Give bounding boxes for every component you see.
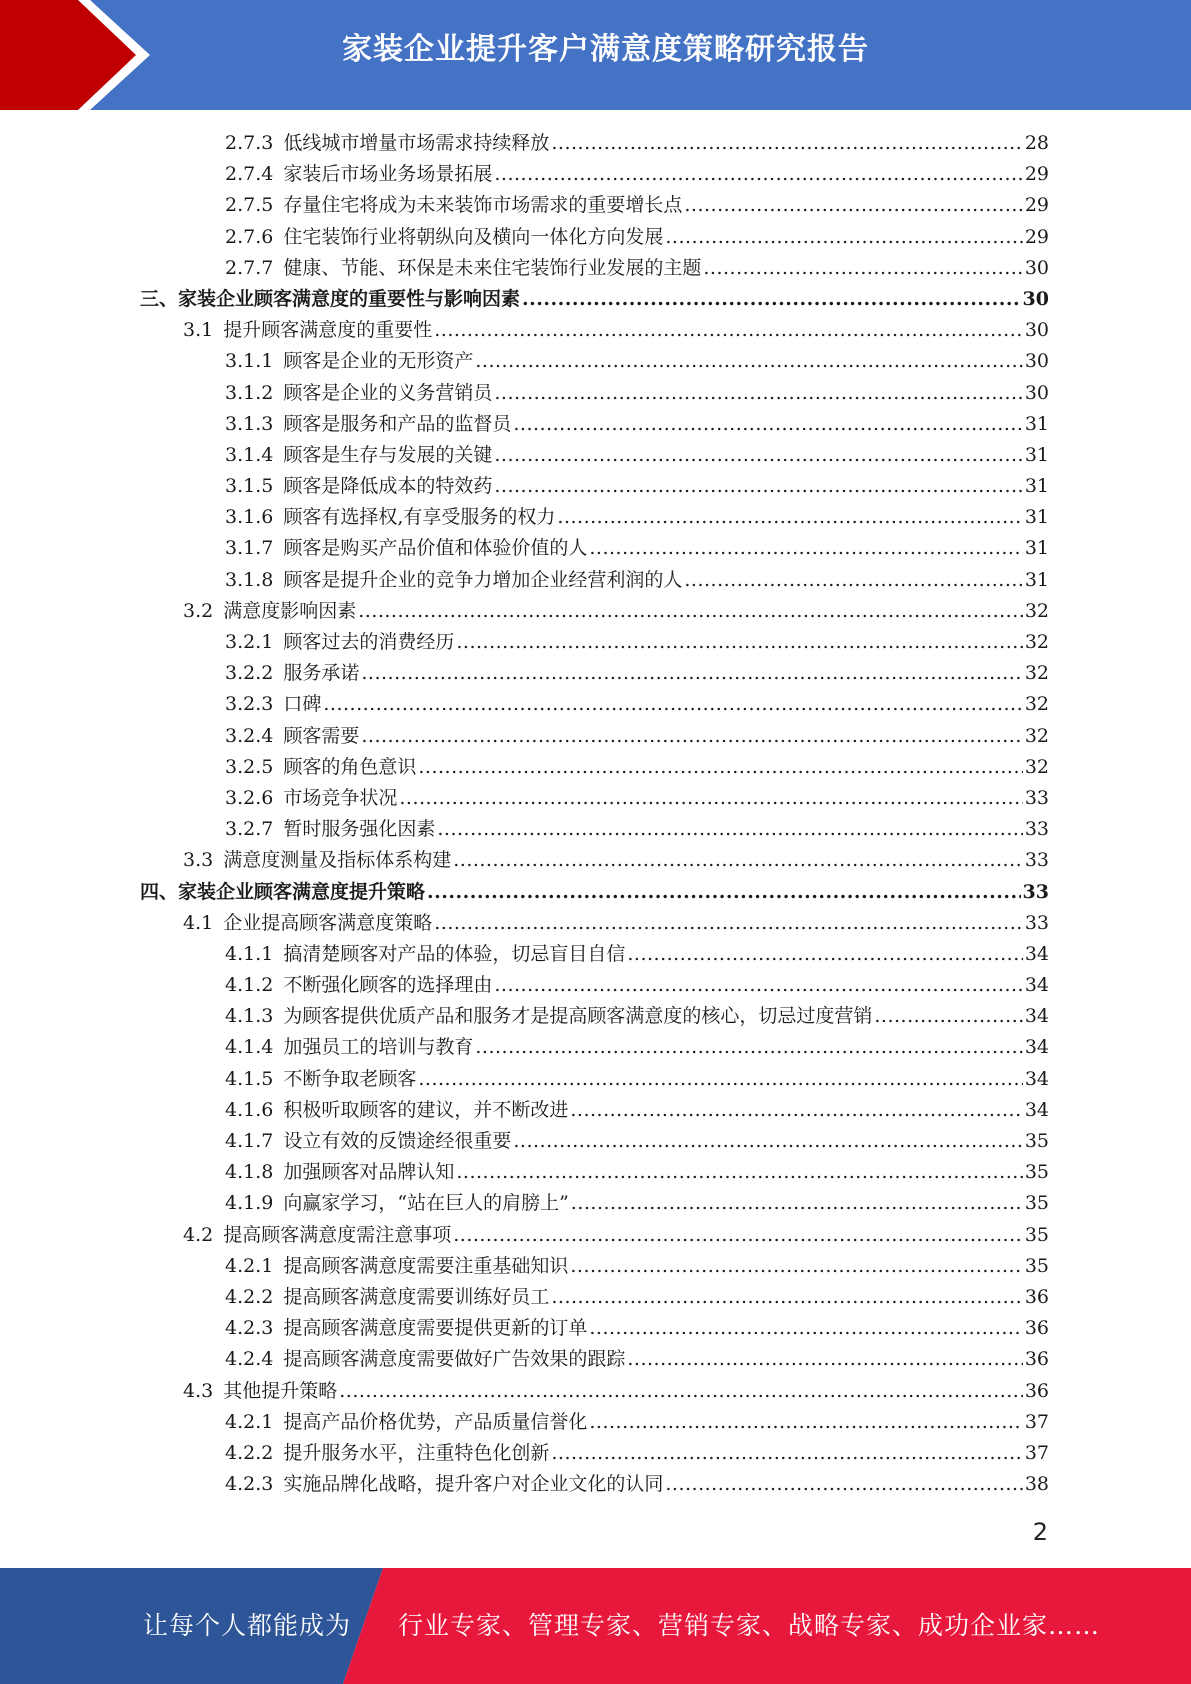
toc-entry-title: 家装后市场业务场景拓展 — [283, 163, 493, 186]
toc-entry[interactable] — [140, 128, 1049, 159]
toc-entry[interactable] — [140, 190, 1049, 221]
toc-entry[interactable] — [140, 1188, 1049, 1219]
toc-entry-title: 为顾客提供优质产品和服务才是提高顾客满意度的核心，切忌过度营销 — [283, 1005, 873, 1028]
toc-dot-leader — [434, 315, 1023, 346]
toc-dot-leader — [361, 721, 1022, 752]
toc-entry-number: 4.1.9 — [225, 1192, 274, 1215]
toc-entry-title: 提高产品价格优势，产品质量信誉化 — [283, 1410, 588, 1433]
toc-entry-number: 4.2 — [183, 1223, 214, 1246]
toc-entry-title: 顾客是服务和产品的监督员 — [283, 412, 512, 435]
toc-dot-leader — [434, 908, 1023, 939]
toc-dot-leader — [494, 471, 1022, 502]
toc-entry[interactable] — [140, 721, 1049, 752]
toc-dot-leader — [475, 1032, 1022, 1063]
toc-entry[interactable] — [140, 471, 1049, 502]
toc-dot-leader — [571, 1188, 1023, 1219]
toc-entry-title: 低线城市增量市场需求持续释放 — [283, 132, 550, 154]
toc-entry-title: 实施品牌化战略，提升客户对企业文化的认同 — [283, 1473, 664, 1496]
toc-entry-title: 积极听取顾客的建议，并不断改进 — [283, 1098, 569, 1121]
toc-entry[interactable] — [140, 1032, 1049, 1063]
toc-dot-leader — [684, 565, 1022, 596]
toc-dot-leader — [475, 346, 1022, 377]
toc-entry-number: 3.2.6 — [225, 786, 274, 809]
toc-entry-page: 34 — [1024, 942, 1049, 965]
toc-entry-number: 3.2.3 — [225, 693, 274, 716]
toc-entry-number: 2.7.3 — [225, 132, 274, 154]
toc-entry-number: 2.7.7 — [225, 256, 274, 279]
toc-dot-leader — [589, 533, 1022, 564]
toc-dot-leader — [427, 877, 1021, 908]
toc-entry-title: 顾客是提升企业的竞争力增加企业经营利润的人 — [283, 568, 683, 591]
footer-slogan-right: 行业专家、管理专家、营销专家、战略专家、成功企业家…… — [398, 1611, 1101, 1640]
toc-entry[interactable] — [140, 253, 1049, 284]
toc-dot-leader — [684, 190, 1022, 221]
toc-entry-title: 顾客是企业的无形资产 — [283, 350, 474, 373]
toc-dot-leader — [494, 378, 1022, 409]
toc-entry-title: 设立有效的反馈途经很重要 — [283, 1130, 512, 1152]
toc-dot-leader — [358, 596, 1023, 627]
toc-entry[interactable] — [140, 1438, 1049, 1469]
toc-entry[interactable] — [140, 908, 1049, 939]
toc-entry[interactable] — [140, 1001, 1049, 1032]
toc-entry-title: 顾客过去的消费经历 — [283, 631, 455, 653]
toc-dot-leader — [570, 1095, 1022, 1126]
toc-entry[interactable] — [140, 845, 1049, 876]
toc-entry-number: 3.2.5 — [225, 755, 274, 778]
toc-entry-number: 3.1.7 — [225, 537, 274, 560]
toc-entry-number: 2.7.4 — [225, 163, 274, 186]
toc-entry-number: 4.1.5 — [225, 1067, 274, 1090]
footer-slogan-left: 让每个人都能成为 — [143, 1611, 352, 1640]
toc-entry-number: 4.2.3 — [225, 1473, 274, 1496]
toc-entry-number: 3.1.2 — [225, 381, 274, 404]
toc-entry-title: 满意度测量及指标体系构建 — [223, 849, 452, 872]
toc-entry-page: 36 — [1024, 1348, 1049, 1371]
toc-entry[interactable] — [140, 627, 1049, 658]
toc-entry-title: 口碑 — [283, 693, 322, 716]
toc-dot-leader — [437, 814, 1022, 845]
toc-entry[interactable] — [140, 1344, 1049, 1375]
toc-entry-title: 提升服务水平，注重特色化创新 — [283, 1441, 550, 1464]
toc-entry-page: 33 — [1024, 818, 1049, 841]
toc-entry[interactable] — [140, 346, 1049, 377]
toc-dot-leader — [589, 1407, 1022, 1438]
toc-entry-number: 3.2 — [183, 599, 214, 622]
toc-entry[interactable] — [140, 783, 1049, 814]
toc-entry-title: 顾客需要 — [283, 724, 360, 747]
toc-entry-number: 3.1.3 — [225, 412, 274, 435]
toc-entry-number: 3.2.7 — [225, 818, 274, 841]
toc-entry[interactable] — [140, 1376, 1049, 1407]
toc-entry-page: 31 — [1024, 475, 1049, 498]
toc-entry-number: 3.2.2 — [225, 662, 274, 685]
toc-entry-number: 3.1 — [183, 319, 214, 342]
toc-dot-leader — [453, 845, 1023, 876]
toc-entry-title: 家装企业顾客满意度的重要性与影响因素 — [178, 287, 521, 310]
toc-entry-number: 4.2.1 — [225, 1410, 274, 1433]
toc-entry-page: 32 — [1024, 631, 1049, 653]
toc-entry-number: 4.2.4 — [225, 1348, 274, 1371]
toc-entry-page: 33 — [1024, 786, 1049, 809]
toc-entry-title: 提高顾客满意度需注意事项 — [223, 1223, 452, 1246]
toc-entry[interactable] — [140, 752, 1049, 783]
toc-dot-leader — [665, 222, 1022, 253]
toc-entry-title: 企业提高顾客满意度策略 — [223, 911, 433, 934]
toc-entry[interactable] — [140, 689, 1049, 720]
toc-entry-number: 4.1.7 — [225, 1130, 274, 1152]
toc-entry-title: 顾客是生存与发展的关键 — [283, 443, 493, 466]
toc-dot-leader — [522, 284, 1021, 315]
toc-entry-page: 34 — [1024, 1067, 1049, 1090]
toc-entry-page: 30 — [1024, 256, 1049, 279]
toc-entry-title: 住宅装饰行业将朝纵向及横向一体化方向发展 — [283, 225, 664, 248]
toc-entry-page: 31 — [1024, 506, 1049, 529]
toc-entry-page: 34 — [1024, 1098, 1049, 1121]
toc-dot-leader — [627, 939, 1022, 970]
toc-entry-number: 3.1.8 — [225, 568, 274, 591]
toc-dot-leader — [456, 1157, 1022, 1188]
toc-entry-page: 36 — [1024, 1285, 1049, 1308]
toc-entry[interactable] — [140, 502, 1049, 533]
toc-dot-leader — [557, 502, 1022, 533]
toc-dot-leader — [399, 783, 1022, 814]
toc-entry[interactable] — [140, 658, 1049, 689]
toc-entry-number: 3.1.6 — [225, 506, 274, 529]
toc-entry[interactable] — [140, 222, 1049, 253]
toc-entry-number: 4.1.1 — [225, 942, 274, 965]
toc-entry-number: 4.1 — [183, 911, 214, 934]
toc-dot-leader — [418, 1064, 1022, 1095]
toc-entry-number: 3.2.4 — [225, 724, 274, 747]
toc-entry-title: 提高顾客满意度需要训练好员工 — [283, 1285, 550, 1308]
toc-entry[interactable] — [140, 533, 1049, 564]
toc-entry-page: 35 — [1024, 1254, 1049, 1277]
toc-entry-title: 满意度影响因素 — [223, 599, 357, 622]
toc-entry[interactable] — [140, 1095, 1049, 1126]
toc-entry-title: 健康、节能、环保是未来住宅装饰行业发展的主题 — [283, 256, 702, 279]
toc-entry[interactable] — [140, 378, 1049, 409]
toc-entry-number: 4.3 — [183, 1379, 214, 1402]
toc-entry[interactable] — [140, 315, 1049, 346]
toc-entry[interactable] — [140, 565, 1049, 596]
toc-entry[interactable] — [140, 1157, 1049, 1188]
toc-entry-title: 暂时服务强化因素 — [283, 818, 436, 841]
toc-entry[interactable] — [140, 814, 1049, 845]
toc-entry-title: 市场竞争状况 — [283, 786, 398, 809]
toc-entry[interactable] — [140, 409, 1049, 440]
toc-entry-number: 3.3 — [183, 849, 214, 872]
toc-entry-title: 加强员工的培训与教育 — [283, 1036, 474, 1059]
toc-entry-title: 家装企业顾客满意度提升策略 — [178, 880, 426, 903]
toc-entry-page: 31 — [1024, 412, 1049, 435]
toc-entry-page: 35 — [1024, 1192, 1049, 1215]
toc-entry-page: 37 — [1024, 1441, 1049, 1464]
toc-dot-leader — [551, 1282, 1022, 1313]
toc-dot-leader — [513, 1126, 1022, 1157]
toc-entry-page: 30 — [1022, 287, 1049, 310]
toc-entry-page: 32 — [1024, 599, 1049, 622]
toc-entry[interactable] — [140, 970, 1049, 1001]
toc-entry-number: 三、 — [140, 287, 179, 310]
toc-entry[interactable] — [140, 1469, 1049, 1500]
toc-entry-page: 31 — [1024, 443, 1049, 466]
toc-entry-number: 2.7.6 — [225, 225, 274, 248]
toc-entry-number: 4.2.2 — [225, 1285, 274, 1308]
toc-entry-title: 顾客是企业的义务营销员 — [283, 381, 493, 404]
toc-entry[interactable] — [140, 284, 1049, 315]
toc-dot-leader — [323, 689, 1022, 720]
toc-entry-number: 4.2.1 — [225, 1254, 274, 1277]
toc-entry[interactable] — [140, 159, 1049, 190]
toc-entry[interactable] — [140, 1407, 1049, 1438]
toc-entry-page: 29 — [1024, 225, 1049, 248]
toc-dot-leader — [703, 253, 1022, 284]
toc-entry-page: 30 — [1024, 350, 1049, 373]
toc-entry-page: 32 — [1024, 724, 1049, 747]
toc-entry[interactable] — [140, 1064, 1049, 1095]
toc-entry[interactable] — [140, 1313, 1049, 1344]
toc-entry-title: 提升顾客满意度的重要性 — [223, 319, 433, 342]
toc-entry-page: 36 — [1024, 1317, 1049, 1340]
toc-entry-title: 提高顾客满意度需要提供更新的订单 — [283, 1317, 588, 1340]
toc-entry-number: 4.2.2 — [225, 1441, 274, 1464]
table-of-contents — [140, 128, 1049, 1500]
toc-entry-title: 顾客是降低成本的特效药 — [283, 475, 493, 498]
toc-entry-page: 34 — [1024, 1005, 1049, 1028]
toc-entry-page: 29 — [1024, 163, 1049, 186]
toc-entry-page: 32 — [1024, 662, 1049, 685]
toc-entry-page: 36 — [1024, 1379, 1049, 1402]
toc-entry[interactable] — [140, 1126, 1049, 1157]
toc-entry-page: 32 — [1024, 693, 1049, 716]
toc-entry-page: 30 — [1024, 381, 1049, 404]
toc-dot-leader — [361, 658, 1022, 689]
toc-dot-leader — [665, 1469, 1022, 1500]
toc-entry-page: 31 — [1024, 537, 1049, 560]
toc-entry-number: 2.7.5 — [225, 194, 274, 217]
toc-entry-number: 4.1.2 — [225, 974, 274, 997]
toc-entry-title: 存量住宅将成为未来装饰市场需求的重要增长点 — [283, 194, 683, 217]
toc-entry-page: 35 — [1024, 1223, 1049, 1246]
toc-dot-leader — [627, 1344, 1022, 1375]
toc-entry-title: 搞清楚顾客对产品的体验，切忌盲目自信 — [283, 942, 626, 965]
toc-entry-number: 4.1.4 — [225, 1036, 274, 1059]
toc-entry-page: 34 — [1024, 974, 1049, 997]
toc-entry[interactable] — [140, 1251, 1049, 1282]
toc-dot-leader — [551, 128, 1022, 159]
toc-entry-number: 四、 — [140, 880, 179, 903]
toc-dot-leader — [874, 1001, 1022, 1032]
toc-entry[interactable] — [140, 877, 1049, 908]
document-title: 家装企业提升客户满意度策略研究报告 — [342, 32, 869, 67]
toc-dot-leader — [453, 1220, 1023, 1251]
toc-entry[interactable] — [140, 440, 1049, 471]
toc-dot-leader — [494, 970, 1022, 1001]
toc-entry-page: 30 — [1024, 319, 1049, 342]
toc-entry-page: 28 — [1024, 132, 1049, 154]
toc-entry-title: 加强顾客对品牌认知 — [283, 1161, 455, 1184]
toc-entry[interactable] — [140, 1282, 1049, 1313]
toc-dot-leader — [456, 627, 1022, 658]
toc-entry-page: 31 — [1024, 568, 1049, 591]
toc-entry-title: 提高顾客满意度需要做好广告效果的跟踪 — [283, 1348, 626, 1371]
toc-entry-page: 29 — [1024, 194, 1049, 217]
header-bar — [0, 0, 1191, 110]
toc-entry-number: 3.2.1 — [225, 631, 274, 653]
toc-entry-number: 4.1.6 — [225, 1098, 274, 1121]
toc-entry-page: 33 — [1024, 849, 1049, 872]
toc-dot-leader — [494, 440, 1022, 471]
toc-entry-number: 4.2.3 — [225, 1317, 274, 1340]
toc-dot-leader — [589, 1313, 1022, 1344]
toc-dot-leader — [551, 1438, 1022, 1469]
toc-entry-title: 不断强化顾客的选择理由 — [283, 974, 493, 997]
toc-entry-page: 33 — [1022, 880, 1049, 903]
footer-banner — [0, 1568, 1191, 1684]
toc-dot-leader — [494, 159, 1022, 190]
toc-entry-page: 33 — [1024, 911, 1049, 934]
toc-dot-leader — [339, 1376, 1023, 1407]
toc-entry[interactable] — [140, 1220, 1049, 1251]
toc-entry-page: 38 — [1024, 1473, 1049, 1496]
toc-dot-leader — [570, 1251, 1022, 1282]
toc-entry-title: 顾客的角色意识 — [283, 755, 417, 778]
toc-entry-title: 不断争取老顾客 — [283, 1067, 417, 1090]
toc-entry-number: 4.1.8 — [225, 1161, 274, 1184]
toc-dot-leader — [418, 752, 1022, 783]
toc-entry[interactable] — [140, 596, 1049, 627]
toc-entry-page: 34 — [1024, 1036, 1049, 1059]
toc-entry-page: 37 — [1024, 1410, 1049, 1433]
toc-entry-number: 3.1.5 — [225, 475, 274, 498]
toc-entry-number: 3.1.1 — [225, 350, 274, 373]
toc-entry-title: 顾客有选择权,有享受服务的权力 — [283, 506, 556, 529]
toc-entry-number: 4.1.3 — [225, 1005, 274, 1028]
toc-entry-title: 服务承诺 — [283, 662, 360, 685]
toc-dot-leader — [513, 409, 1022, 440]
toc-entry-title: 其他提升策略 — [223, 1379, 338, 1402]
toc-entry-title: 顾客是购买产品价值和体验价值的人 — [283, 537, 588, 560]
toc-entry-title: 向赢家学习，“站在巨人的肩膀上” — [283, 1192, 569, 1215]
toc-entry-number: 3.1.4 — [225, 443, 274, 466]
toc-entry-title: 提高顾客满意度需要注重基础知识 — [283, 1254, 569, 1277]
toc-entry-page: 35 — [1024, 1130, 1049, 1152]
toc-entry-page: 32 — [1024, 755, 1049, 778]
toc-entry[interactable] — [140, 939, 1049, 970]
page-number: 2 — [1032, 1518, 1048, 1546]
toc-entry-page: 35 — [1024, 1161, 1049, 1184]
